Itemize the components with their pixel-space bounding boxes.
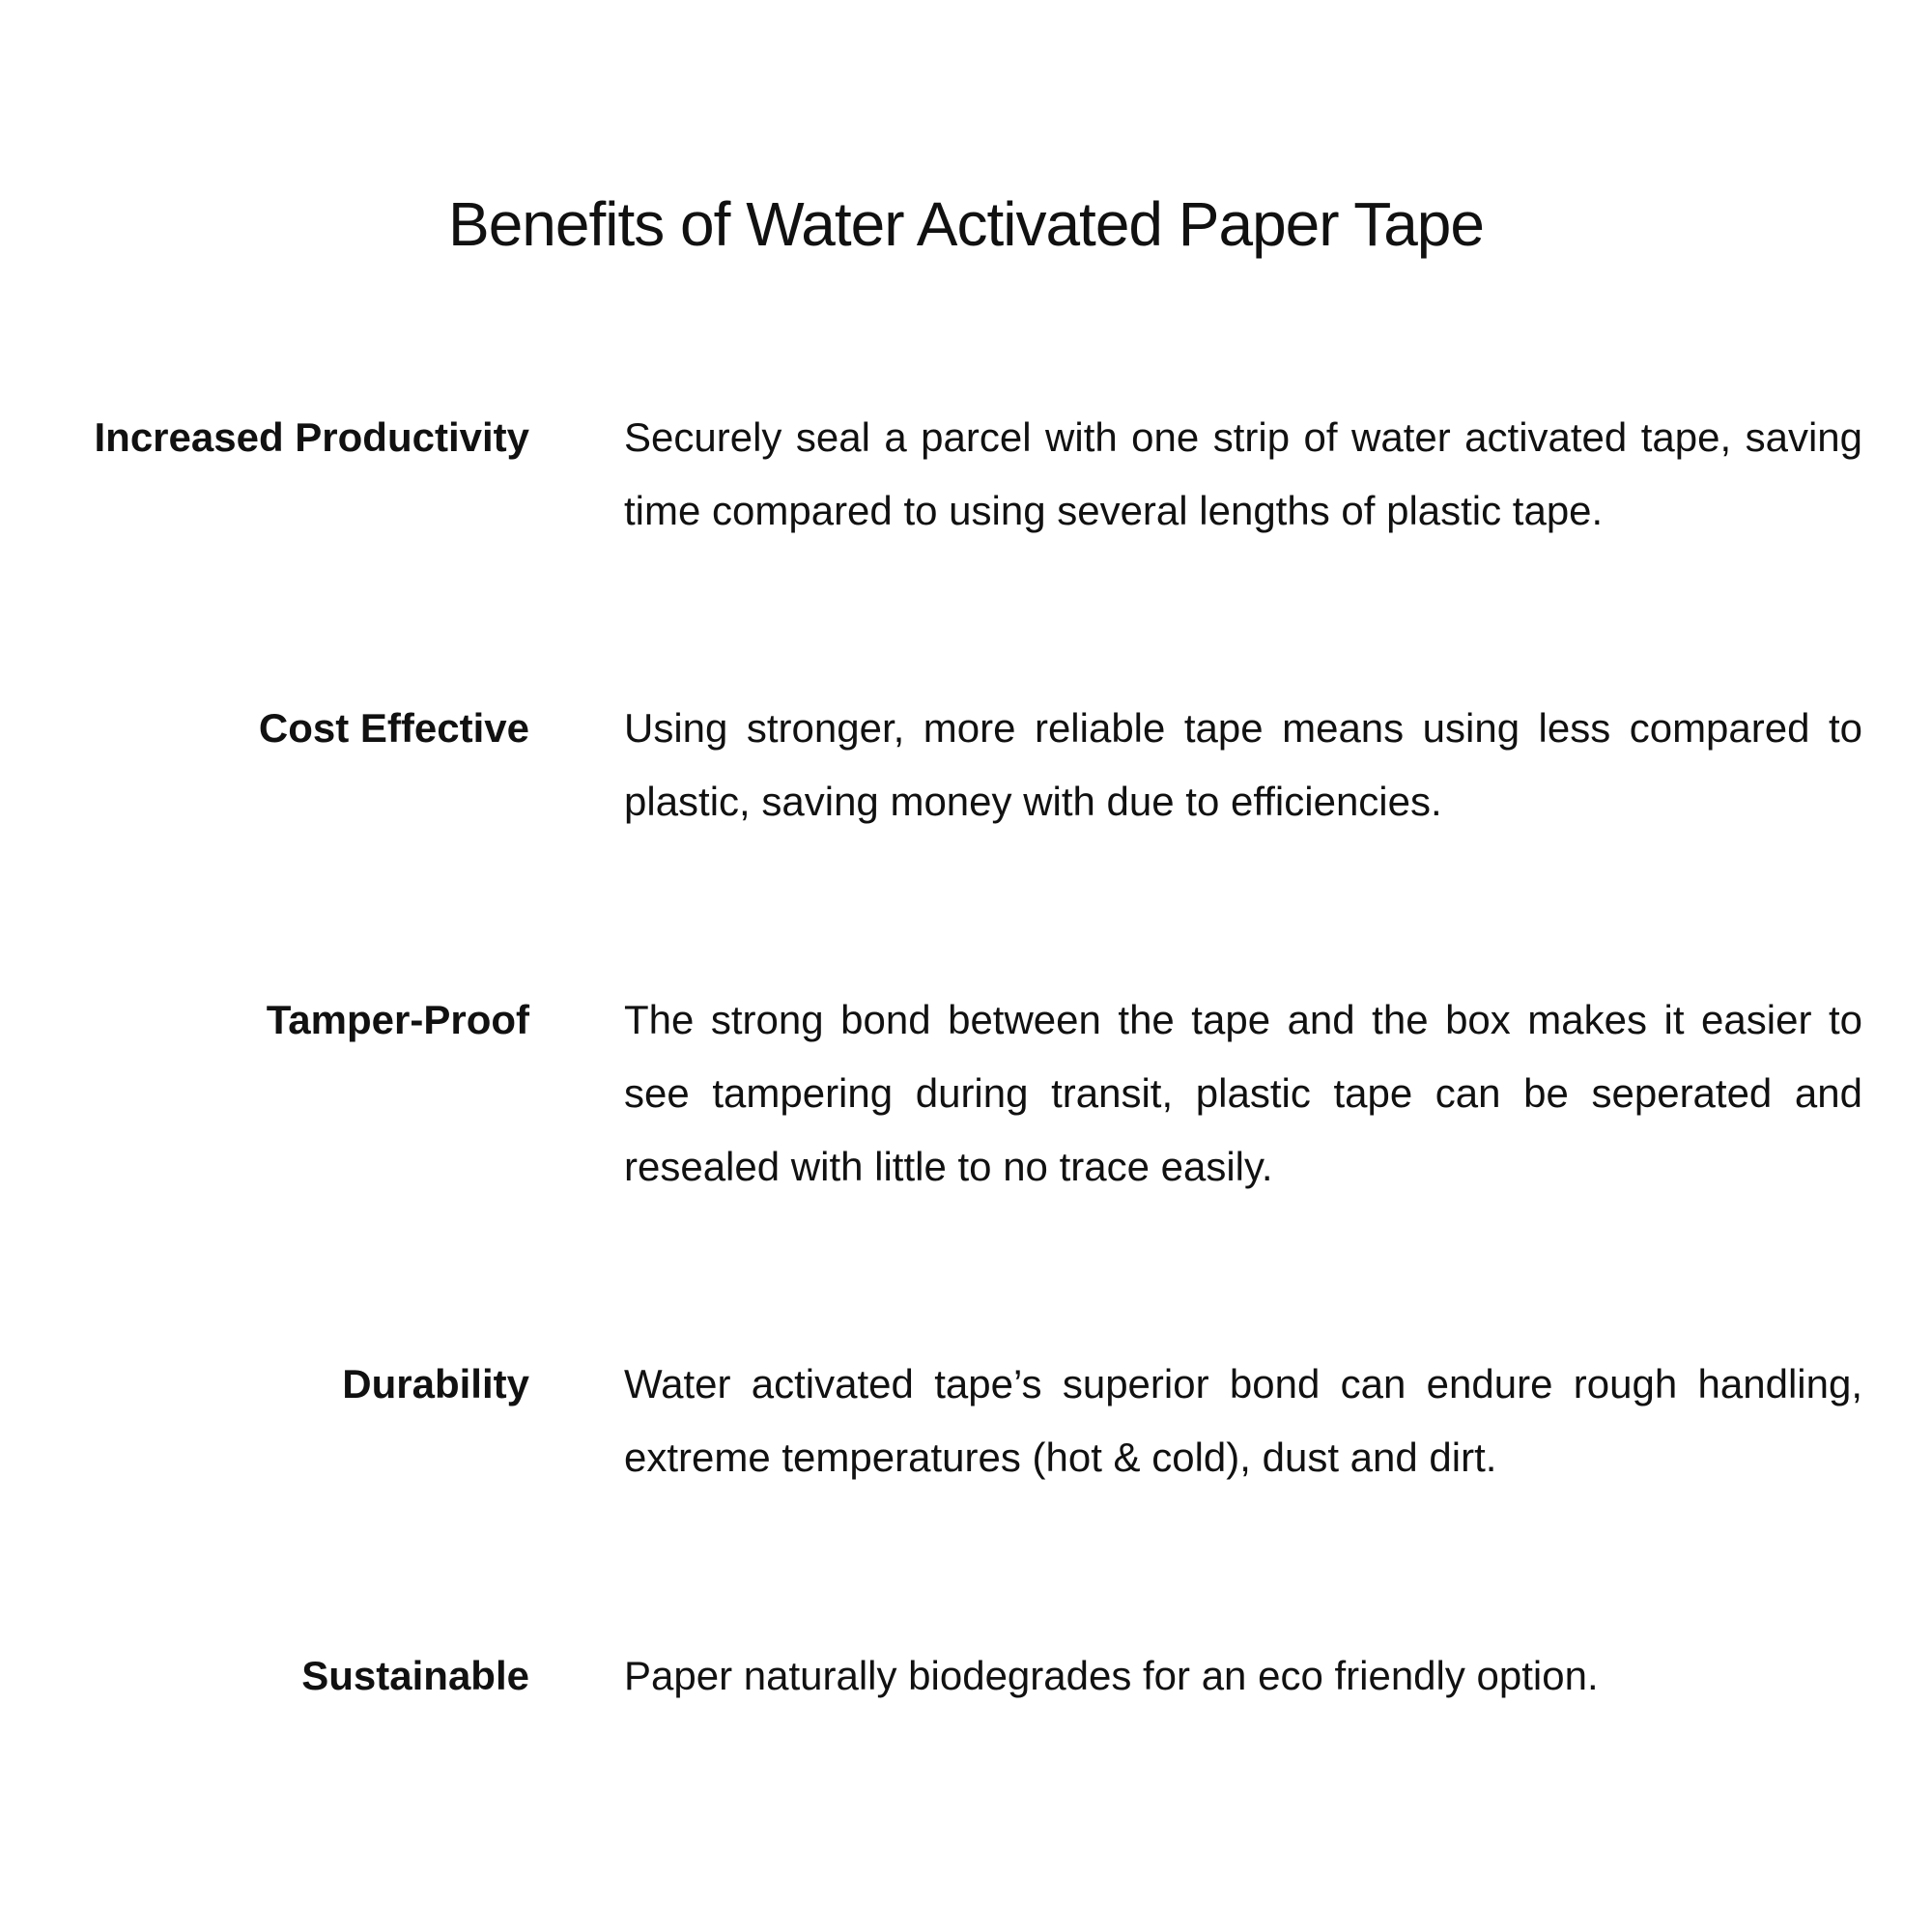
benefit-heading: Tamper-Proof	[266, 997, 529, 1042]
benefit-heading: Cost Effective	[258, 705, 529, 751]
benefit-description: The strong bond between the tape and the box makes it easier to see tampering during transit, plastic tape can be seperated and resealed with little to no trace easily.	[624, 997, 1862, 1189]
benefit-description: Paper naturally biodegrades for an eco friendly option.	[624, 1653, 1599, 1698]
benefit-heading: Durability	[342, 1361, 529, 1406]
benefit-description: Securely seal a parcel with one strip of water activated tape, saving time compared to using several lengths of plastic tape.	[624, 414, 1862, 533]
benefit-heading: Increased Productivity	[94, 414, 529, 460]
benefit-description: Water activated tape’s superior bond can endure rough handling, extreme temperatures (hot & cold), dust and dirt.	[624, 1361, 1862, 1480]
page-title: Benefits of Water Activated Paper Tape	[448, 189, 1484, 259]
benefit-heading: Sustainable	[301, 1653, 529, 1698]
benefit-description: Using stronger, more reliable tape means using less compared to plastic, saving money with due to efficiencies.	[624, 705, 1862, 824]
